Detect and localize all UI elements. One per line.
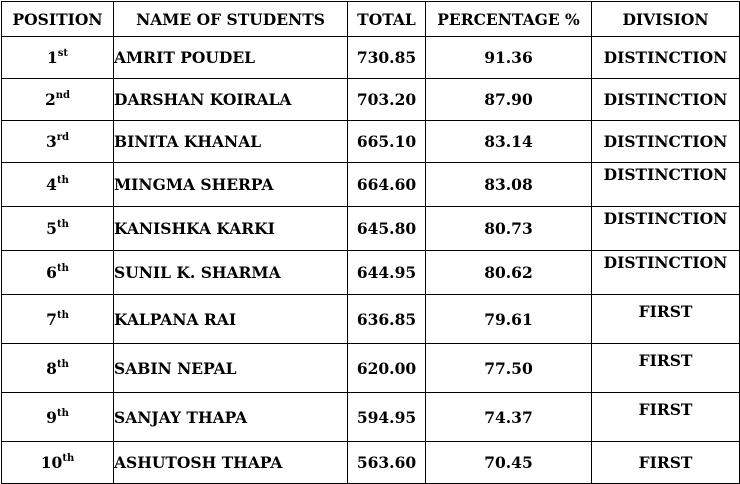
total-cell: 665.10 <box>348 121 426 163</box>
student-name-cell: AMRIT POUDEL <box>114 37 348 79</box>
table-row <box>2 37 740 79</box>
position-cell <box>2 37 114 79</box>
student-name-cell: SABIN NEPAL <box>114 344 348 393</box>
percentage-cell: 91.36 <box>426 37 592 79</box>
percentage-cell: 70.45 <box>426 442 592 484</box>
position-number: 7 <box>46 309 57 329</box>
table-row <box>2 442 740 484</box>
table-row <box>2 295 740 344</box>
table-body <box>2 37 740 484</box>
division-cell: FIRST <box>592 442 740 484</box>
total-cell: 636.85 <box>348 295 426 344</box>
total-cell: 563.60 <box>348 442 426 484</box>
position-number: 4 <box>46 175 57 194</box>
position-number: 2 <box>44 90 56 109</box>
position-cell <box>2 121 114 163</box>
division-cell: DISTINCTION <box>592 251 740 295</box>
division-cell: FIRST <box>592 393 740 442</box>
position-suffix: th <box>56 219 69 230</box>
results-table <box>1 1 740 484</box>
table-header <box>2 2 740 37</box>
total-cell: 644.95 <box>348 251 426 295</box>
table-row <box>2 163 740 207</box>
division-cell: FIRST <box>592 344 740 393</box>
position-suffix: th <box>56 358 69 370</box>
position-suffix: nd <box>55 90 71 101</box>
percentage-cell: 74.37 <box>426 393 592 442</box>
table-row <box>2 344 740 393</box>
position-number: 6 <box>46 263 57 282</box>
student-name-cell: KALPANA RAI <box>114 295 348 344</box>
total-cell: 645.80 <box>348 207 426 251</box>
division-cell: DISTINCTION <box>592 37 740 79</box>
division-cell: DISTINCTION <box>592 121 740 163</box>
position-number: 10 <box>40 453 63 472</box>
position-suffix: st <box>57 48 69 59</box>
percentage-cell: 87.90 <box>426 79 592 121</box>
position-suffix: th <box>56 309 69 321</box>
position-suffix: th <box>56 407 69 419</box>
header-percentage: PERCENTAGE % <box>426 2 592 37</box>
position-cell <box>2 251 114 295</box>
percentage-cell: 83.14 <box>426 121 592 163</box>
position-suffix: th <box>62 453 75 464</box>
position-number: 5 <box>46 219 57 238</box>
total-cell: 703.20 <box>348 79 426 121</box>
header-name: NAME OF STUDENTS <box>114 2 348 37</box>
position-cell <box>2 344 114 393</box>
header-row <box>2 2 740 37</box>
percentage-cell: 80.73 <box>426 207 592 251</box>
table-row <box>2 393 740 442</box>
division-cell: DISTINCTION <box>592 207 740 251</box>
header-position: POSITION <box>2 2 114 37</box>
student-name-cell: MINGMA SHERPA <box>114 163 348 207</box>
table-row <box>2 79 740 121</box>
student-name-cell: SUNIL K. SHARMA <box>114 251 348 295</box>
total-cell: 594.95 <box>348 393 426 442</box>
header-total: TOTAL <box>348 2 426 37</box>
position-cell <box>2 79 114 121</box>
position-number: 1 <box>46 48 58 67</box>
division-cell: FIRST <box>592 295 740 344</box>
division-cell: DISTINCTION <box>592 163 740 207</box>
student-name-cell: ASHUTOSH THAPA <box>114 442 348 484</box>
header-division: DIVISION <box>592 2 740 37</box>
position-cell <box>2 163 114 207</box>
position-cell <box>2 393 114 442</box>
position-suffix: rd <box>56 132 70 143</box>
percentage-cell: 83.08 <box>426 163 592 207</box>
position-suffix: th <box>56 263 69 274</box>
division-cell: DISTINCTION <box>592 79 740 121</box>
percentage-cell: 80.62 <box>426 251 592 295</box>
student-name-cell: SANJAY THAPA <box>114 393 348 442</box>
student-name-cell: KANISHKA KARKI <box>114 207 348 251</box>
position-cell <box>2 442 114 484</box>
percentage-cell: 77.50 <box>426 344 592 393</box>
position-cell <box>2 295 114 344</box>
total-cell: 620.00 <box>348 344 426 393</box>
table-row <box>2 121 740 163</box>
position-number: 9 <box>46 407 57 427</box>
table-row <box>2 251 740 295</box>
position-cell <box>2 207 114 251</box>
position-number: 3 <box>45 132 57 151</box>
total-cell: 664.60 <box>348 163 426 207</box>
total-cell: 730.85 <box>348 37 426 79</box>
percentage-cell: 79.61 <box>426 295 592 344</box>
student-name-cell: DARSHAN KOIRALA <box>114 79 348 121</box>
table-row <box>2 207 740 251</box>
position-suffix: th <box>56 175 69 186</box>
student-name-cell: BINITA KHANAL <box>114 121 348 163</box>
position-number: 8 <box>46 358 57 378</box>
